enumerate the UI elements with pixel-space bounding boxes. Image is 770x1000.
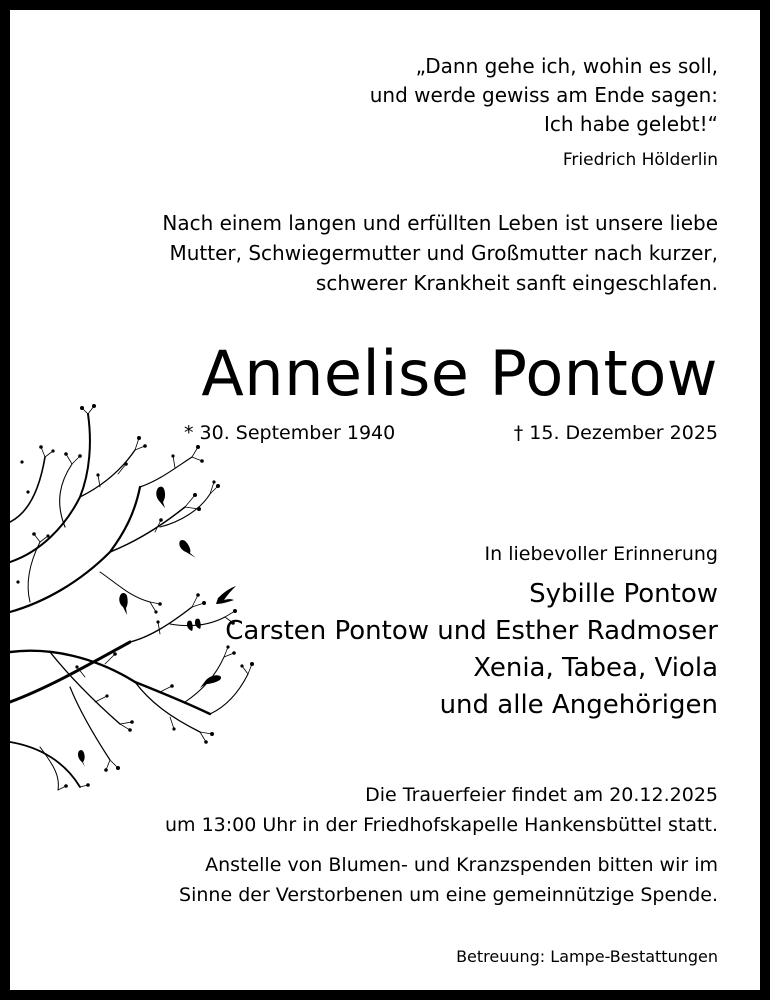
intro-line: Mutter, Schwiegermutter und Großmutter nach kurzer, <box>169 241 718 265</box>
donation-line: Anstelle von Blumen- und Kranzspenden bitten wir im <box>205 854 718 876</box>
mourner-name: und alle Angehörigen <box>439 690 718 720</box>
quote-line: und werde gewiss am Ende sagen: <box>369 83 718 107</box>
quote-line: Ich habe gelebt!“ <box>544 112 718 136</box>
tree-with-birds-icon <box>10 402 255 794</box>
death-date: † 15. Dezember 2025 <box>513 422 718 444</box>
intro-line: schwerer Krankheit sanft eingeschlafen. <box>315 271 718 295</box>
mourner-name: Xenia, Tabea, Viola <box>473 653 718 683</box>
quote <box>370 52 718 139</box>
deceased-name: Annelise Pontow <box>201 337 718 410</box>
intro-text <box>162 208 718 298</box>
quote-line: „Dann gehe ich, wohin es soll, <box>415 54 718 78</box>
donation-request <box>179 850 718 910</box>
mourner-names <box>225 576 718 724</box>
service-line: um 13:00 Uhr in der Friedhofskapelle Hankensbüttel statt. <box>164 814 718 836</box>
donation-line: Sinne der Verstorbenen um eine gemeinnützige Spende. <box>179 884 718 906</box>
undertaker-credit: Betreuung: Lampe-Bestattungen <box>456 947 718 966</box>
birth-date: * 30. September 1940 <box>184 422 396 444</box>
service-line: Die Trauerfeier findet am 20.12.2025 <box>365 784 718 806</box>
mourner-name: Carsten Pontow und Esther Radmoser <box>225 616 718 646</box>
mourner-name: Sybille Pontow <box>529 579 718 609</box>
quote-author: Friedrich Hölderlin <box>562 150 718 170</box>
intro-line: Nach einem langen und erfüllten Leben ist unsere liebe <box>162 211 718 235</box>
service-info <box>165 780 718 840</box>
memory-heading: In liebevoller Erinnerung <box>484 543 718 565</box>
